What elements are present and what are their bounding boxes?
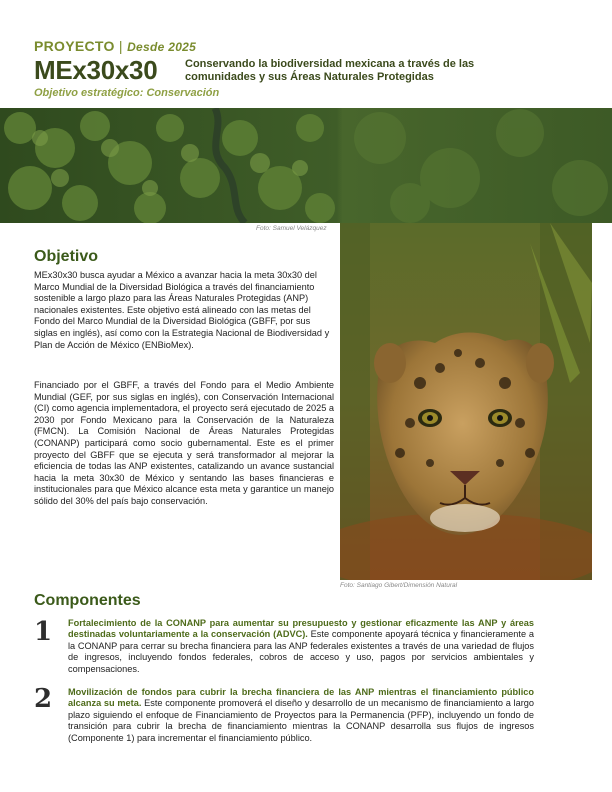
componentes-heading: Componentes [34,592,141,609]
component-number: 1 [34,617,53,647]
component-item [68,687,534,744]
component-lead: Fortalecimiento de la CONANP para aumentar su presupuesto y gestionar eficazmente las ANP y áreas destinadas voluntariamente a la conservación (ADVC). [68,618,534,640]
kicker-label: PROYECTO [34,38,115,54]
project-kicker [34,38,196,54]
kicker-separator: | [118,38,123,54]
strategic-objective: Objetivo estratégico: Conservación [34,87,220,99]
project-title: MEx30x30 [34,55,158,85]
component-body: Este componente apoyará técnica y financieramente a la CONANP para cerrar su brecha financiera para las ANP federales existentes a través de una variedad de flujos de ingresos, incluyendo fondos federales, cobros de acceso y uso, pagos por servicios ambientales y compensaciones. [68,629,534,674]
component-body: Este componente promoverá el diseño y desarrollo de un mecanismo de financiamiento a largo plazo siguiendo el enfoque de Financiamiento de Proyectos para la Permanencia (PFP), incluyendo un fondo de transición para cubrir la brecha de financiamiento mientras la CONANP desarrolla sus flujos de ingresos (Componente 1) para incrementar el financiamiento público. [68,698,534,743]
objetivo-paragraph-1: MEx30x30 busca ayudar a México a avanzar hacia la meta 30x30 del Marco Mundial de la Diversidad Biológica a través del financiamiento sostenible a largo plazo para las Áreas Naturales Protegidas (ANP) nacionales existentes. Este objetivo está alineado con las metas del Fondo del Marco Mundial de la Diversidad Biológica (GBFF, por sus siglas en inglés), así como con la Estrategia Nacional de Biodiversidad y Plan de Acción de México (ENBioMex). [34,270,330,350]
project-subtitle: Conservando la biodiversidad mexicana a través de las comunidades y sus Áreas Naturales Protegidas [185,58,475,83]
jaguar-photo [340,223,592,580]
component-lead: Movilización de fondos para cubrir la brecha financiera de las ANP mientras el financiamiento público alcanza su meta. [68,687,534,709]
kicker-since: Desde 2025 [127,40,197,54]
component-item [68,618,534,675]
component-number: 2 [34,684,53,714]
objetivo-paragraph-2: Financiado por el GBFF, a través del Fondo para el Medio Ambiente Mundial (GEF, por sus siglas en inglés), con Conservación Internacional (CI) como agencia implementadora, el proyecto será ejecutado de 2025 a 2030 por Fondo Mexicano para la Conservación de la Naturaleza (FMCN). La Comisión Nacional de Áreas Naturales Protegidas (CONANP) participará como socio gubernamental. Este es el primer proyecto del GBFF que se ejecuta y será transformador al mejorar la eficiencia de todas las ANP existentes, catalizando un avance sustancial hacia la meta 30x30 de México y sentando las bases financieras e institucionales para que México alcance esta meta y garantice un manejo sólido del 30% del país bajo conservación. [34,380,334,506]
forest-photo-credit: Foto: Samuel Velázquez [256,225,327,232]
objetivo-heading: Objetivo [34,248,99,265]
forest-aerial-photo [0,108,612,223]
jaguar-photo-credit: Foto: Santiago Gibert/Dimensión Natural [340,582,458,589]
